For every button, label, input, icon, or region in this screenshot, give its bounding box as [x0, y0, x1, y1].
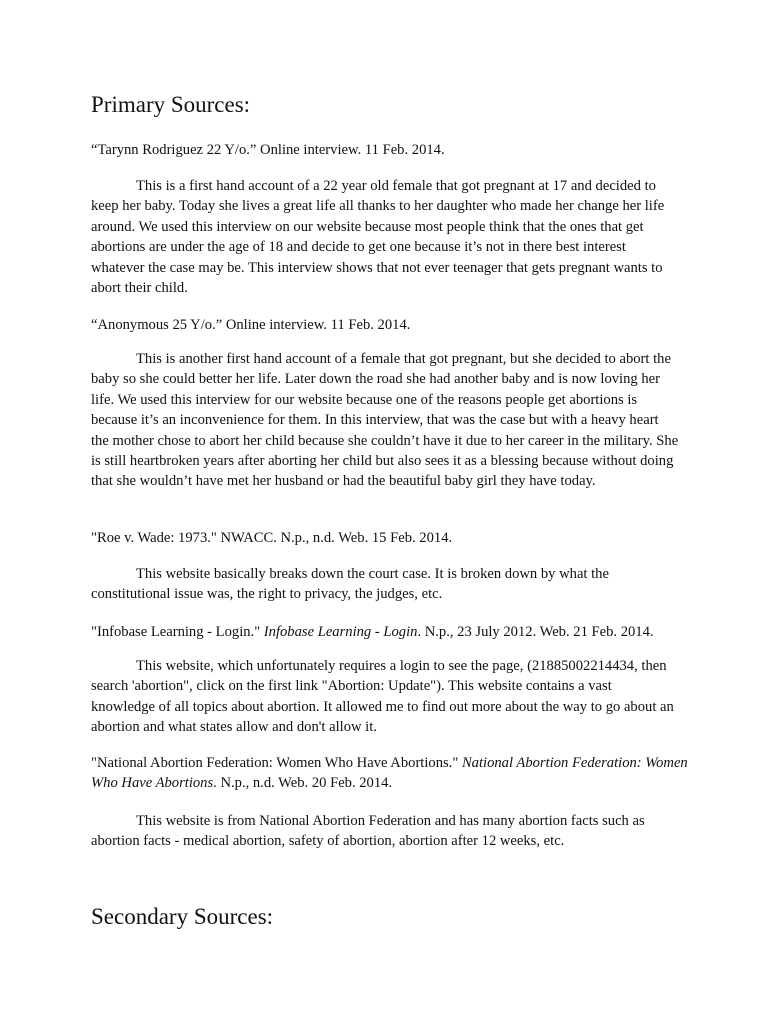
annotation-2: This is another first hand account of a female that got pregnant, but she decided to abort the baby so she could better her life. Later down the road she had another baby and is now loving her life. We used this interview for our website because one of the reasons people get abortions is because it’s an inconvenience for them. In this interview, that was the case but with a heavy heart the mother chose to abort her child because she couldn’t have it due to her career in the military. She is still heartbroken years after aborting her child but also sees it as a blessing because without doing that she wouldn’t have met her husband or had the beautiful baby girl they have today.: [91, 351, 679, 490]
annotation-5: This website is from National Abortion Federation and has many abortion facts such as abortion facts - medical abortion, safety of abortion, abortion after 12 weeks, etc.: [91, 813, 645, 850]
annotation-3: This website basically breaks down the court case. It is broken down by what the constitutional issue was, the right to privacy, the judges, etc.: [91, 566, 609, 603]
citation-2: “Anonymous 25 Y/o.” Online interview. 11 Feb. 2014.: [91, 317, 411, 333]
annotation-1: This is a first hand account of a 22 year old female that got pregnant at 17 and decided to keep her baby. Today she lives a great life all thanks to her daughter who made her change her life around. We used this interview on our website because most people think that the ones that get abortions are under the age of 18 and decide to get one because it’s not in there best interest whatever the case may be. This interview shows that not ever teenager that gets pregnant wants to abort their child.: [91, 178, 665, 297]
citation-5-details: . N.p., n.d. Web. 20 Feb. 2014.: [213, 775, 393, 791]
primary-sources-heading: Primary Sources:: [91, 92, 251, 117]
citation-4: [91, 622, 691, 642]
citation-4-title: "Infobase Learning - Login.": [91, 624, 264, 640]
annotation-4: This website, which unfortunately requires a login to see the page, (21885002214434, then search 'abortion", click on the first link "Abortion: Update"). This website contains a vast knowledge of all topics about abortion. It allowed me to find out more about the way to go about an abortion and what states allow and don't allow it.: [91, 658, 674, 736]
citation-5-title: "National Abortion Federation: Women Who Have Abortions.": [91, 755, 462, 771]
citation-4-details: . N.p., 23 July 2012. Web. 21 Feb. 2014.: [417, 624, 654, 640]
citation-4-source: Infobase Learning - Login: [263, 624, 418, 640]
citation-3: "Roe v. Wade: 1973." NWACC. N.p., n.d. Web. 15 Feb. 2014.: [91, 530, 453, 546]
secondary-sources-heading: Secondary Sources:: [91, 904, 274, 929]
citation-1: “Tarynn Rodriguez 22 Y/o.” Online interview. 11 Feb. 2014.: [91, 142, 445, 158]
citation-5: [91, 753, 691, 793]
citation-5-source: National Abortion Federation: Women Who Have Abortions: [91, 755, 688, 791]
